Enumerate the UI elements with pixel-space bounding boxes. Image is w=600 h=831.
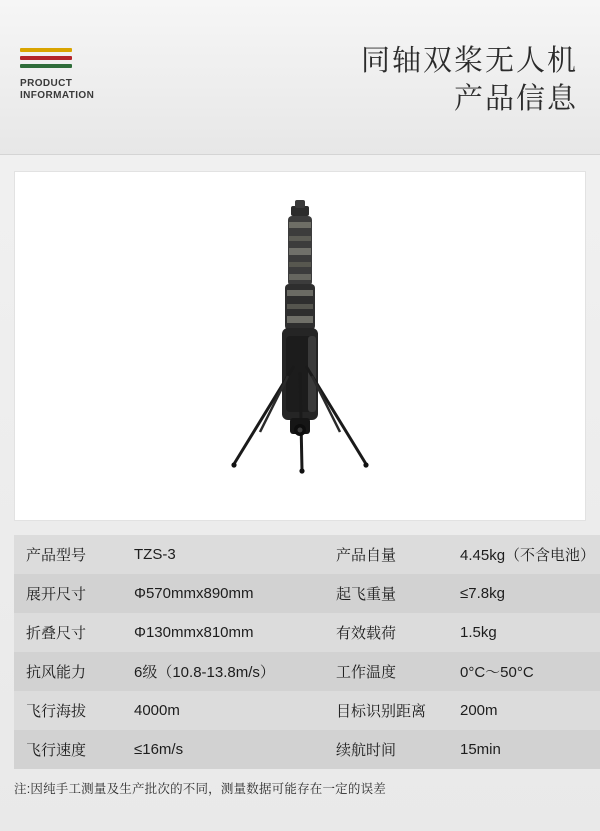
measurement-note: 注:因纯手工测量及生产批次的不同，测量数据可能存在一定的误差 [14,782,386,796]
spec-label: 产品自量 [336,547,397,564]
brand-block [20,48,150,102]
spec-value: 4.45kg（不含电池） [460,547,596,564]
product-image-panel [14,171,586,521]
spec-value: 15min [460,741,501,758]
specification-table [14,535,600,769]
spec-label: 飞行海拔 [26,703,87,720]
spec-label: 飞行速度 [26,742,87,759]
page-title-line2: 产品信息 [453,83,578,115]
spec-value: 200m [460,702,498,719]
spec-value: Φ130mmx810mm [134,624,254,641]
spec-value: 6级（10.8-13.8m/s） [134,664,275,681]
spec-label: 目标识别距离 [336,703,427,720]
table-row [14,652,600,691]
table-row [14,535,600,574]
brand-label [20,78,150,102]
spec-value: ≤16m/s [134,741,184,758]
spec-value: 1.5kg [460,624,497,641]
spec-label: 起飞重量 [336,586,397,603]
spec-value: TZS-3 [134,546,176,563]
brand-stripe-red [20,56,72,60]
spec-value: 0°C～50°C [460,664,534,681]
spec-label: 折叠尺寸 [26,625,87,642]
page-title-line1: 同轴双桨无人机 [360,45,578,77]
spec-value: ≤7.8kg [460,585,505,602]
spec-value: 4000m [134,702,180,719]
specification-table-body [14,535,600,769]
table-row [14,574,600,613]
drone-illustration-icon [190,196,410,496]
spec-label: 续航时间 [336,742,397,759]
brand-label-line1: PRODUCT [20,78,73,89]
brand-stripe-yellow [20,48,72,52]
spec-label: 有效载荷 [336,625,397,642]
table-row [14,691,600,730]
spec-label: 产品型号 [26,547,87,564]
table-row [14,730,600,769]
brand-stripes-icon [20,48,72,68]
brand-label-line2: INFORMATION [20,90,95,101]
spec-value: Φ570mmx890mm [134,585,254,602]
spec-label: 抗风能力 [26,664,87,681]
spec-label: 展开尺寸 [26,586,87,603]
brand-stripe-green [20,64,72,68]
table-row [14,613,600,652]
page-header [0,0,600,155]
product-image [15,172,585,520]
spec-label: 工作温度 [336,664,397,681]
page-title [361,42,578,118]
